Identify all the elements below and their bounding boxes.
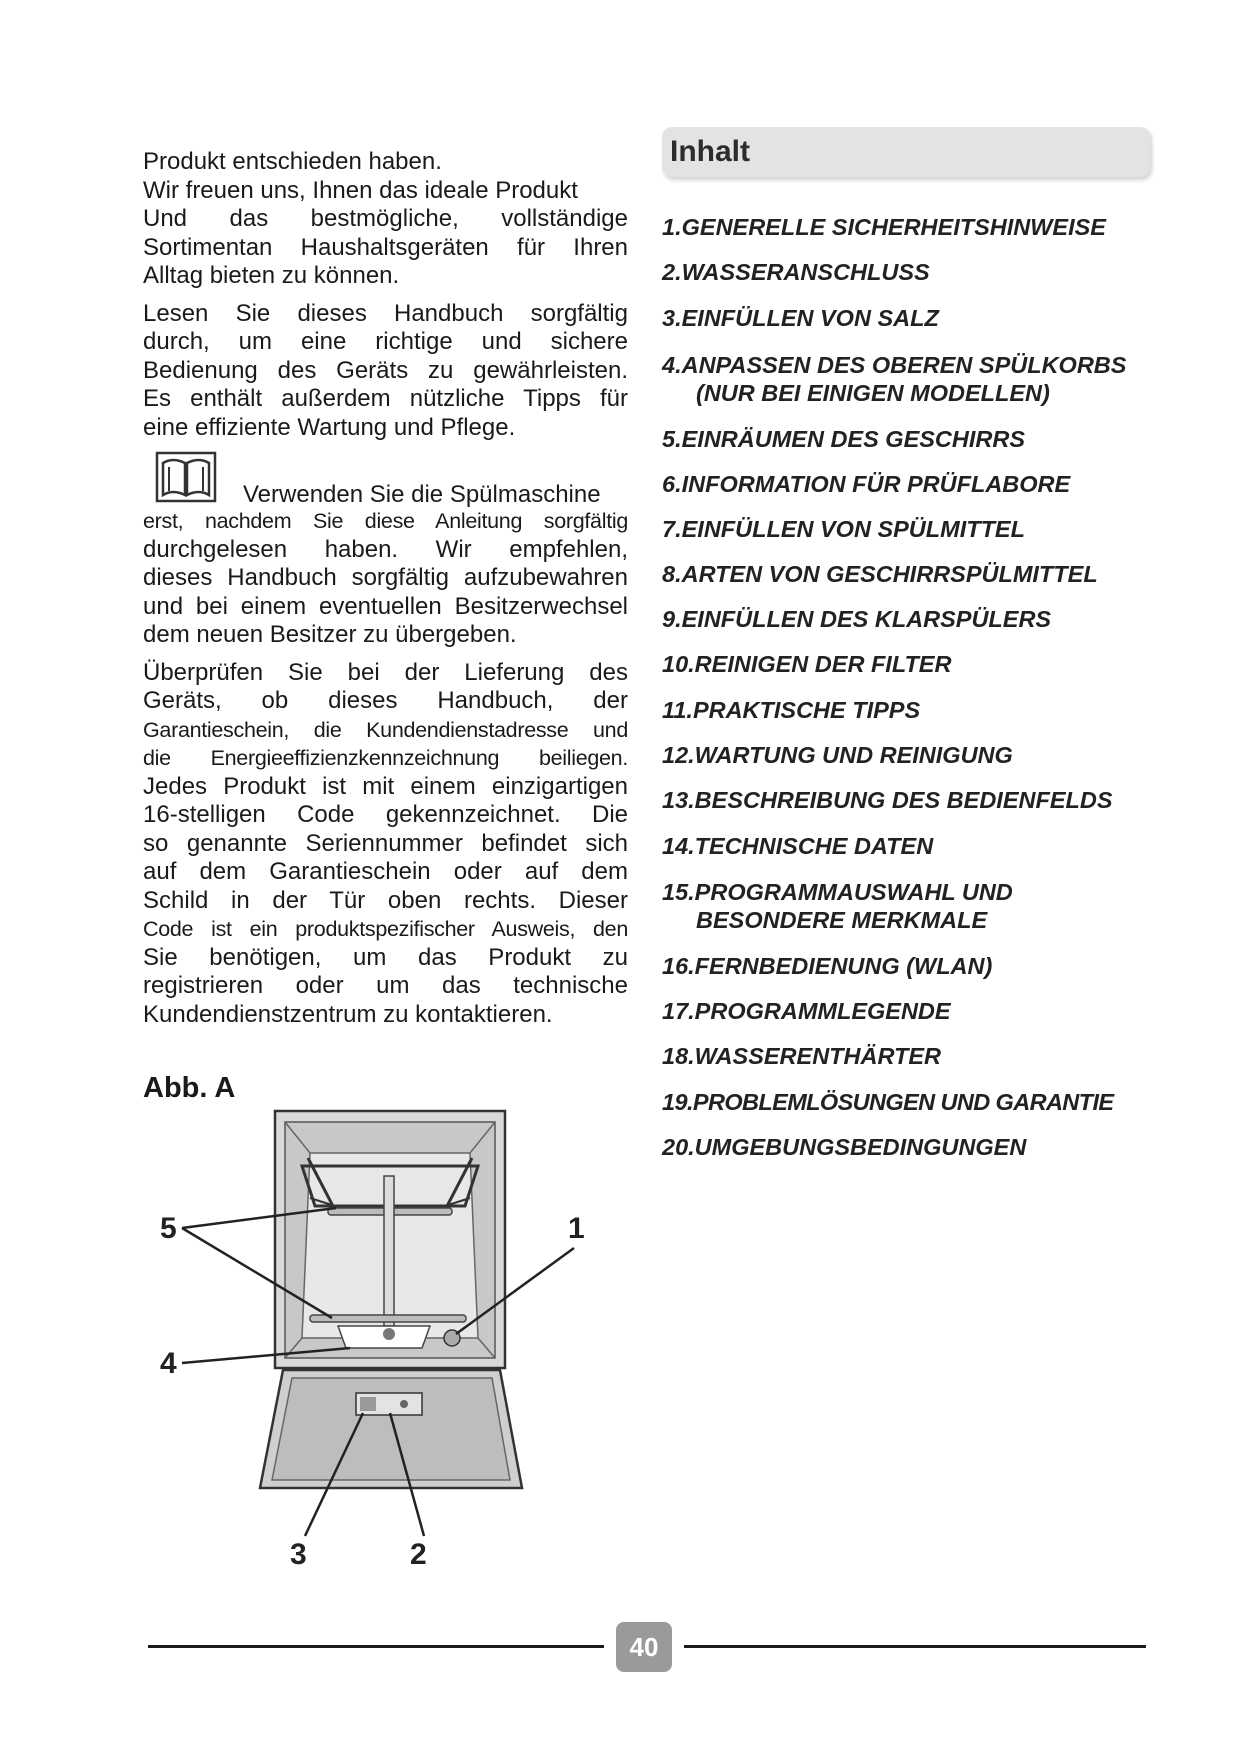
toc-item[interactable] bbox=[662, 259, 930, 286]
toc-text: BESCHREIBUNG DES BEDIENFELDS bbox=[694, 787, 1113, 813]
toc-text: WARTUNG UND REINIGUNG bbox=[694, 742, 1013, 768]
toc-number: 17. bbox=[662, 998, 695, 1024]
text-line: registrieren oder um das technische bbox=[143, 972, 628, 999]
toc-item[interactable] bbox=[662, 606, 1051, 633]
text-line: Sortimentan Haushaltsgeräten für Ihren bbox=[143, 233, 628, 261]
toc-text: EINRÄUMEN DES GESCHIRRS bbox=[681, 426, 1026, 452]
toc-header bbox=[662, 127, 1150, 177]
toc-item[interactable] bbox=[662, 651, 951, 678]
toc-text: PROGRAMMAUSWAHL UND bbox=[694, 879, 1013, 905]
toc-item[interactable] bbox=[662, 697, 920, 724]
callout-1: 1 bbox=[568, 1212, 585, 1245]
toc-item[interactable] bbox=[662, 1043, 941, 1070]
text-line: die Energieeffizienzkennzeichnung beiliegen. bbox=[143, 746, 628, 770]
toc-text: GENERELLE SICHERHEITSHINWEISE bbox=[681, 214, 1106, 240]
toc-item[interactable] bbox=[662, 1089, 1113, 1116]
read-manual-paragraph bbox=[143, 300, 628, 443]
toc-item[interactable] bbox=[662, 351, 1126, 407]
toc-number: 7. bbox=[662, 516, 682, 542]
toc-subtext: BESONDERE MERKMALE bbox=[696, 907, 988, 933]
text-line: Überprüfen Sie bei der Lieferung des bbox=[143, 658, 628, 686]
book-row bbox=[143, 451, 628, 507]
callout-4: 4 bbox=[160, 1347, 177, 1380]
callout-5: 5 bbox=[160, 1212, 177, 1245]
text-line: Code ist ein produktspezifischer Ausweis, den bbox=[143, 917, 628, 941]
toc-number: 1. bbox=[662, 214, 682, 240]
footer-rule-left bbox=[148, 1645, 604, 1648]
toc-text: EINFÜLLEN DES KLARSPÜLERS bbox=[681, 606, 1052, 632]
toc-item[interactable] bbox=[662, 953, 992, 980]
callout-3: 3 bbox=[290, 1538, 307, 1571]
toc-number: 19. bbox=[662, 1089, 693, 1115]
text-line: durchgelesen haben. Wir empfehlen, bbox=[143, 535, 628, 563]
text-line: Lesen Sie dieses Handbuch sorgfältig bbox=[143, 299, 628, 327]
toc-text: ANPASSEN DES OBEREN SPÜLKORBS bbox=[681, 352, 1127, 378]
toc-text: PROGRAMMLEGENDE bbox=[694, 998, 951, 1024]
toc-subtext: (NUR BEI EINIGEN MODELLEN) bbox=[696, 380, 1050, 406]
toc-text: INFORMATION FÜR PRÜFLABORE bbox=[681, 471, 1071, 497]
toc-number: 4. bbox=[662, 352, 682, 378]
text-line: Wir freuen uns, Ihnen das ideale Produkt bbox=[143, 176, 578, 204]
toc-title: Inhalt bbox=[670, 135, 750, 168]
toc-text: TECHNISCHE DATEN bbox=[694, 833, 934, 859]
text-line: Geräts, ob dieses Handbuch, der bbox=[143, 687, 628, 714]
text-line: Es enthält außerdem nützliche Tipps für bbox=[143, 385, 628, 412]
toc-text: PROBLEMLÖSUNGEN UND GARANTIE bbox=[692, 1089, 1114, 1115]
toc-number: 12. bbox=[662, 742, 695, 768]
toc-number: 13. bbox=[662, 787, 695, 813]
toc-item[interactable] bbox=[662, 787, 1113, 814]
toc-text: PRAKTISCHE TIPPS bbox=[692, 697, 921, 723]
toc-number: 11. bbox=[662, 697, 693, 723]
footer-rule-right bbox=[684, 1645, 1146, 1648]
toc-item[interactable] bbox=[662, 833, 933, 860]
toc-item[interactable] bbox=[662, 516, 1025, 543]
text-line: so genannte Seriennummer befindet sich bbox=[143, 829, 628, 857]
text-line: Bedienung des Geräts zu gewährleisten. bbox=[143, 356, 628, 384]
intro-paragraph bbox=[143, 148, 628, 291]
toc-number: 5. bbox=[662, 426, 682, 452]
toc-number: 20. bbox=[662, 1134, 695, 1160]
figure-title: Abb. A bbox=[143, 1072, 236, 1104]
toc-item[interactable] bbox=[662, 305, 939, 332]
toc-number: 9. bbox=[662, 606, 682, 632]
open-book-icon bbox=[155, 451, 217, 505]
toc-number: 16. bbox=[662, 953, 695, 979]
toc-text: EINFÜLLEN VON SALZ bbox=[681, 305, 939, 331]
text-line: Und das bestmögliche, vollständige bbox=[143, 205, 628, 232]
toc-text: EINFÜLLEN VON SPÜLMITTEL bbox=[681, 516, 1025, 542]
toc-item[interactable] bbox=[662, 742, 1013, 769]
toc-number: 10. bbox=[662, 651, 695, 677]
text-line: dieses Handbuch sorgfältig aufzubewahren bbox=[143, 564, 628, 591]
toc-number: 14. bbox=[662, 833, 695, 859]
toc-number: 2. bbox=[662, 259, 682, 285]
text-line: auf dem Garantieschein oder auf dem bbox=[143, 858, 628, 885]
text-line: 16-stelligen Code gekennzeichnet. Die bbox=[143, 801, 628, 828]
toc-item[interactable] bbox=[662, 471, 1070, 498]
text-line: durch, um eine richtige und sichere bbox=[143, 328, 628, 355]
toc-number: 8. bbox=[662, 561, 682, 587]
toc-item[interactable] bbox=[662, 998, 951, 1025]
text-line: Verwenden Sie die Spülmaschine bbox=[243, 481, 601, 508]
text-line: Schild in der Tür oben rechts. Dieser bbox=[143, 886, 628, 914]
text-line: erst, nachdem Sie diese Anleitung sorgfältig bbox=[143, 509, 628, 533]
text-line: Jedes Produkt ist mit einem einzigartigen bbox=[143, 772, 628, 800]
text-line: und bei einem eventuellen Besitzerwechsel bbox=[143, 592, 628, 620]
toc-number: 18. bbox=[662, 1043, 695, 1069]
toc-item[interactable] bbox=[662, 214, 1106, 241]
callout-2: 2 bbox=[410, 1538, 427, 1571]
toc-text: WASSERANSCHLUSS bbox=[681, 259, 930, 285]
left-column bbox=[143, 148, 628, 1038]
text-line: Garantieschein, die Kundendienstadresse und bbox=[143, 717, 628, 742]
toc-text: REINIGEN DER FILTER bbox=[694, 651, 952, 677]
toc-number: 6. bbox=[662, 471, 682, 497]
text-line: eine effiziente Wartung und Pflege. bbox=[143, 413, 516, 441]
toc-text: UMGEBUNGSBEDINGUNGEN bbox=[694, 1134, 1027, 1160]
toc-item[interactable] bbox=[662, 561, 1098, 588]
toc-number: 15. bbox=[662, 879, 695, 905]
toc-item[interactable] bbox=[662, 426, 1025, 453]
check-paragraph bbox=[143, 659, 628, 1030]
page-number-badge: 40 bbox=[616, 1622, 672, 1672]
text-line: Sie benötigen, um das Produkt zu bbox=[143, 943, 628, 971]
toc-number: 3. bbox=[662, 305, 682, 331]
toc-item[interactable] bbox=[662, 878, 1013, 934]
text-line: dem neuen Besitzer zu übergeben. bbox=[143, 621, 517, 648]
toc-text: ARTEN VON GESCHIRRSPÜLMITTEL bbox=[681, 561, 1098, 587]
toc-item[interactable] bbox=[662, 1134, 1026, 1161]
dishwasher-figure bbox=[160, 1108, 620, 1588]
text-line: Produkt entschieden haben. bbox=[143, 148, 442, 175]
text-line: Kundendienstzentrum zu kontaktieren. bbox=[143, 1000, 553, 1028]
text-line: Alltag bieten zu können. bbox=[143, 262, 400, 289]
use-paragraph bbox=[143, 507, 628, 650]
toc-text: FERNBEDIENUNG (WLAN) bbox=[694, 953, 993, 979]
toc-text: WASSERENTHÄRTER bbox=[694, 1043, 942, 1069]
